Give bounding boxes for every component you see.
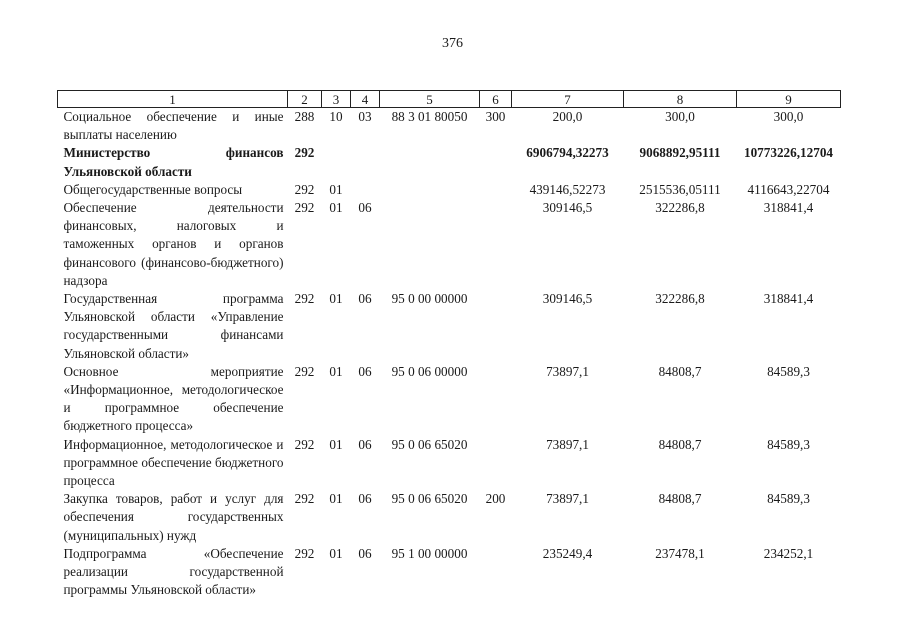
ministry-code-cell: 292 bbox=[294, 291, 315, 307]
target-article-cell bbox=[380, 199, 480, 290]
amount-year2-cell: 300,0 bbox=[665, 109, 695, 124]
subsection-code-cell bbox=[351, 144, 380, 180]
amount-year3-cell: 84589,3 bbox=[767, 363, 810, 379]
expense-type-cell bbox=[480, 436, 512, 491]
target-article-cell: 95 0 06 65020 bbox=[391, 491, 468, 507]
subsection-code-cell: 06 bbox=[358, 291, 372, 307]
expense-type-cell: 300 bbox=[485, 109, 506, 124]
amount-year2-cell: 84808,7 bbox=[658, 491, 702, 507]
row-name-cell: Закупка товаров, работ и услуг для обеспечения государственных (муниципальных) нужд bbox=[63, 491, 284, 543]
column-header: 9 bbox=[737, 91, 841, 108]
amount-year3-cell: 318841,4 bbox=[763, 291, 814, 307]
amount-year2-cell: 84808,7 bbox=[658, 363, 702, 379]
column-header: 6 bbox=[480, 91, 512, 108]
amount-year1-cell: 73897,1 bbox=[546, 491, 589, 507]
section-code-cell: 01 bbox=[329, 181, 343, 197]
row-name-cell: Общегосударственные вопросы bbox=[63, 181, 243, 197]
amount-year1-cell: 309146,5 bbox=[542, 200, 593, 216]
table-row bbox=[58, 181, 841, 199]
target-article-cell: 88 3 01 80050 bbox=[391, 109, 468, 124]
subsection-code-cell: 06 bbox=[358, 491, 372, 507]
section-code-cell bbox=[322, 144, 351, 180]
table-row bbox=[58, 436, 841, 491]
subsection-code-cell bbox=[351, 181, 380, 199]
table-row bbox=[58, 290, 841, 363]
column-header: 4 bbox=[351, 91, 380, 108]
row-name-cell: Обеспечение деятельности финансовых, налоговых и таможенных органов и органов финансового (финансово-бюджетного) надзора bbox=[63, 200, 284, 288]
amount-year1-cell: 309146,5 bbox=[542, 291, 593, 307]
budget-table bbox=[57, 90, 841, 599]
amount-year2-cell: 237478,1 bbox=[655, 545, 705, 561]
table-row bbox=[58, 144, 841, 180]
section-code-cell: 01 bbox=[329, 545, 343, 561]
table-header-row bbox=[58, 91, 841, 108]
expense-type-cell bbox=[480, 144, 512, 180]
ministry-code-cell: 292 bbox=[294, 181, 315, 197]
column-header: 7 bbox=[512, 91, 624, 108]
row-name-cell: Министерство финансов Ульяновской области bbox=[63, 145, 284, 179]
amount-year1-cell: 73897,1 bbox=[546, 363, 589, 379]
section-code-cell: 01 bbox=[329, 491, 343, 507]
target-article-cell: 95 0 06 00000 bbox=[391, 363, 468, 379]
amount-year3-cell: 234252,1 bbox=[763, 545, 814, 561]
amount-year1-cell: 73897,1 bbox=[546, 436, 589, 452]
column-header: 5 bbox=[380, 91, 480, 108]
ministry-code-cell: 292 bbox=[294, 145, 315, 161]
subsection-code-cell: 06 bbox=[358, 436, 372, 452]
amount-year3-cell: 10773226,12704 bbox=[743, 145, 833, 161]
ministry-code-cell: 292 bbox=[294, 436, 315, 452]
amount-year1-cell: 235249,4 bbox=[542, 545, 593, 561]
amount-year2-cell: 2515536,05111 bbox=[639, 181, 721, 197]
expense-type-cell bbox=[480, 290, 512, 363]
section-code-cell: 01 bbox=[329, 363, 343, 379]
target-article-cell bbox=[380, 181, 480, 199]
table-body bbox=[58, 108, 841, 600]
table-row bbox=[58, 199, 841, 290]
subsection-code-cell: 03 bbox=[358, 109, 372, 124]
ministry-code-cell: 292 bbox=[294, 491, 315, 507]
amount-year1-cell: 6906794,32273 bbox=[526, 145, 609, 161]
column-header: 8 bbox=[624, 91, 737, 108]
amount-year1-cell: 439146,52273 bbox=[529, 181, 606, 197]
target-article-cell: 95 0 00 00000 bbox=[391, 291, 468, 307]
column-header: 2 bbox=[288, 91, 322, 108]
row-name-cell: Социальное обеспечение и иные выплаты населению bbox=[63, 109, 284, 143]
expense-type-cell bbox=[480, 199, 512, 290]
section-code-cell: 10 bbox=[329, 109, 343, 124]
amount-year3-cell: 300,0 bbox=[773, 109, 804, 124]
target-article-cell bbox=[380, 144, 480, 180]
amount-year3-cell: 4116643,22704 bbox=[747, 181, 830, 197]
expense-type-cell bbox=[480, 181, 512, 199]
table-row bbox=[58, 108, 841, 145]
target-article-cell: 95 0 06 65020 bbox=[391, 436, 468, 452]
amount-year2-cell: 84808,7 bbox=[658, 436, 702, 452]
ministry-code-cell: 292 bbox=[294, 200, 315, 216]
ministry-code-cell: 292 bbox=[294, 545, 315, 561]
section-code-cell: 01 bbox=[329, 200, 343, 216]
expense-type-cell: 200 bbox=[485, 491, 506, 507]
table-row bbox=[58, 363, 841, 436]
amount-year3-cell: 84589,3 bbox=[767, 436, 810, 452]
ministry-code-cell: 288 bbox=[294, 109, 315, 124]
amount-year3-cell: 318841,4 bbox=[763, 200, 814, 216]
table-row bbox=[58, 490, 841, 545]
amount-year2-cell: 9068892,95111 bbox=[639, 145, 721, 161]
row-name-cell: Информационное, методологическое и программное обеспечение бюджетного процесса bbox=[63, 436, 284, 489]
ministry-code-cell: 292 bbox=[294, 363, 315, 379]
expense-type-cell bbox=[480, 363, 512, 436]
amount-year2-cell: 322286,8 bbox=[655, 200, 705, 216]
amount-year2-cell: 322286,8 bbox=[655, 291, 705, 307]
column-header: 3 bbox=[322, 91, 351, 108]
section-code-cell: 01 bbox=[329, 436, 343, 452]
subsection-code-cell: 06 bbox=[358, 363, 372, 379]
subsection-code-cell: 06 bbox=[358, 200, 372, 216]
row-name-cell: Основное мероприятие «Информационное, методологическое и программное обеспечение бюджетного процесса» bbox=[63, 363, 284, 434]
amount-year1-cell: 200,0 bbox=[552, 109, 583, 124]
expense-type-cell bbox=[480, 545, 512, 600]
row-name-cell: Государственная программа Ульяновской области «Управление государственными финансами Ульяновской области» bbox=[63, 291, 284, 361]
amount-year3-cell: 84589,3 bbox=[767, 491, 810, 507]
row-name-cell: Подпрограмма «Обеспечение реализации государственной программы Ульяновской области» bbox=[63, 545, 284, 598]
section-code-cell: 01 bbox=[329, 291, 343, 307]
table-row bbox=[58, 545, 841, 600]
column-header: 1 bbox=[58, 91, 288, 108]
target-article-cell: 95 1 00 00000 bbox=[391, 545, 468, 561]
subsection-code-cell: 06 bbox=[358, 545, 372, 561]
page-number: 376 bbox=[442, 36, 463, 51]
